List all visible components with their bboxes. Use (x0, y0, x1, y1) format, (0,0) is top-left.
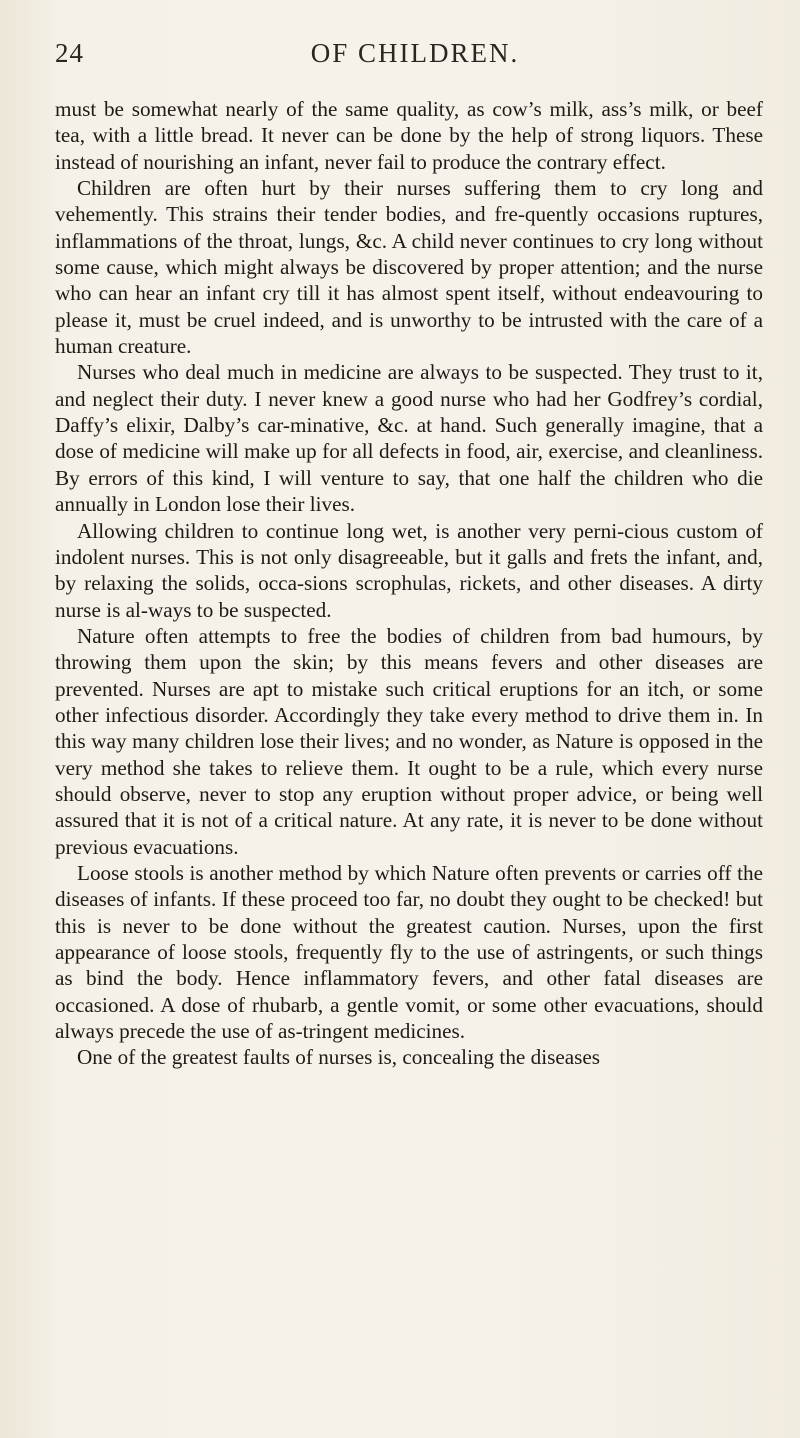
paragraph-nurses-crying: Children are often hurt by their nurses suffering them to cry long and vehemently. This strains their tender bodies, and fre-quently occasions ruptures, inflammations of the throat, lungs, &c. A child never continues to cry long without some cause, which might always be discovered by proper attention; and the nurse who can hear an infant cry till it has almost spent itself, without endeavouring to please it, must be cruel indeed, and is unworthy to be intrusted with the care of a human creature. (55, 176, 763, 359)
paragraph-continuation: must be somewhat nearly of the same quality, as cow’s milk, ass’s milk, or beef tea, with a little bread. It never can be done by the help of strong liquors. These instead of nourishing an infant, never fail to produce the contrary effect. (55, 97, 763, 174)
running-title: OF CHILDREN. (310, 38, 520, 68)
paragraph-eruptions: Nature often attempts to free the bodies of children from bad humours, by throwing them upon the skin; by this means fevers and other diseases are prevented. Nurses are apt to mistake such critical eruptions for an itch, or some other infectious disorder. Accordingly they take every method to drive them in. In this way many children lose their lives; and no wonder, as Nature is opposed in the very method she takes to relieve them. It ought to be a rule, which every nurse should observe, never to stop any eruption without proper advice, or being well assured that it is not of a critical nature. At any rate, it is never to be done without previous evacuations. (55, 623, 763, 859)
paragraph-loose-stools: Loose stools is another method by which Nature often prevents or carries off the diseases of infants. If these proceed too far, no doubt they ought to be checked! but this is never to be done without the greatest caution. Nurses, upon the first appearance of loose stools, frequently fly to the use of astringents, or such things as bind the body. Hence inflammatory fevers, and other fatal diseases are occasioned. A dose of rhubarb, a gentle vomit, or some other evacuations, should always precede the use of as-tringent medicines. (55, 860, 763, 1044)
paragraph-children-wet: Allowing children to continue long wet, is another very perni-cious custom of indolent nurses. This is not only disagreeable, but it galls and frets the infant, and, by relaxing the solids, occa-sions scrophulas, rickets, and other diseases. A dirty nurse is al-ways to be suspected. (55, 518, 763, 622)
paragraph-concealing-diseases: One of the greatest faults of nurses is, concealing the diseases (77, 1045, 601, 1070)
body-text (55, 96, 763, 1071)
page-header (55, 38, 755, 78)
page-number: 24 (55, 38, 84, 68)
paragraph-nurses-medicine: Nurses who deal much in medicine are always to be suspected. They trust to it, and neglect their duty. I never knew a good nurse who had her Godfrey’s cordial, Daffy’s elixir, Dalby’s car-minative, &c. at hand. Such generally imagine, that a dose of medicine will make up for all defects in food, air, exercise, and cleanliness. By errors of this kind, I will venture to say, that one half the children who die annually in London lose their lives. (55, 360, 763, 517)
